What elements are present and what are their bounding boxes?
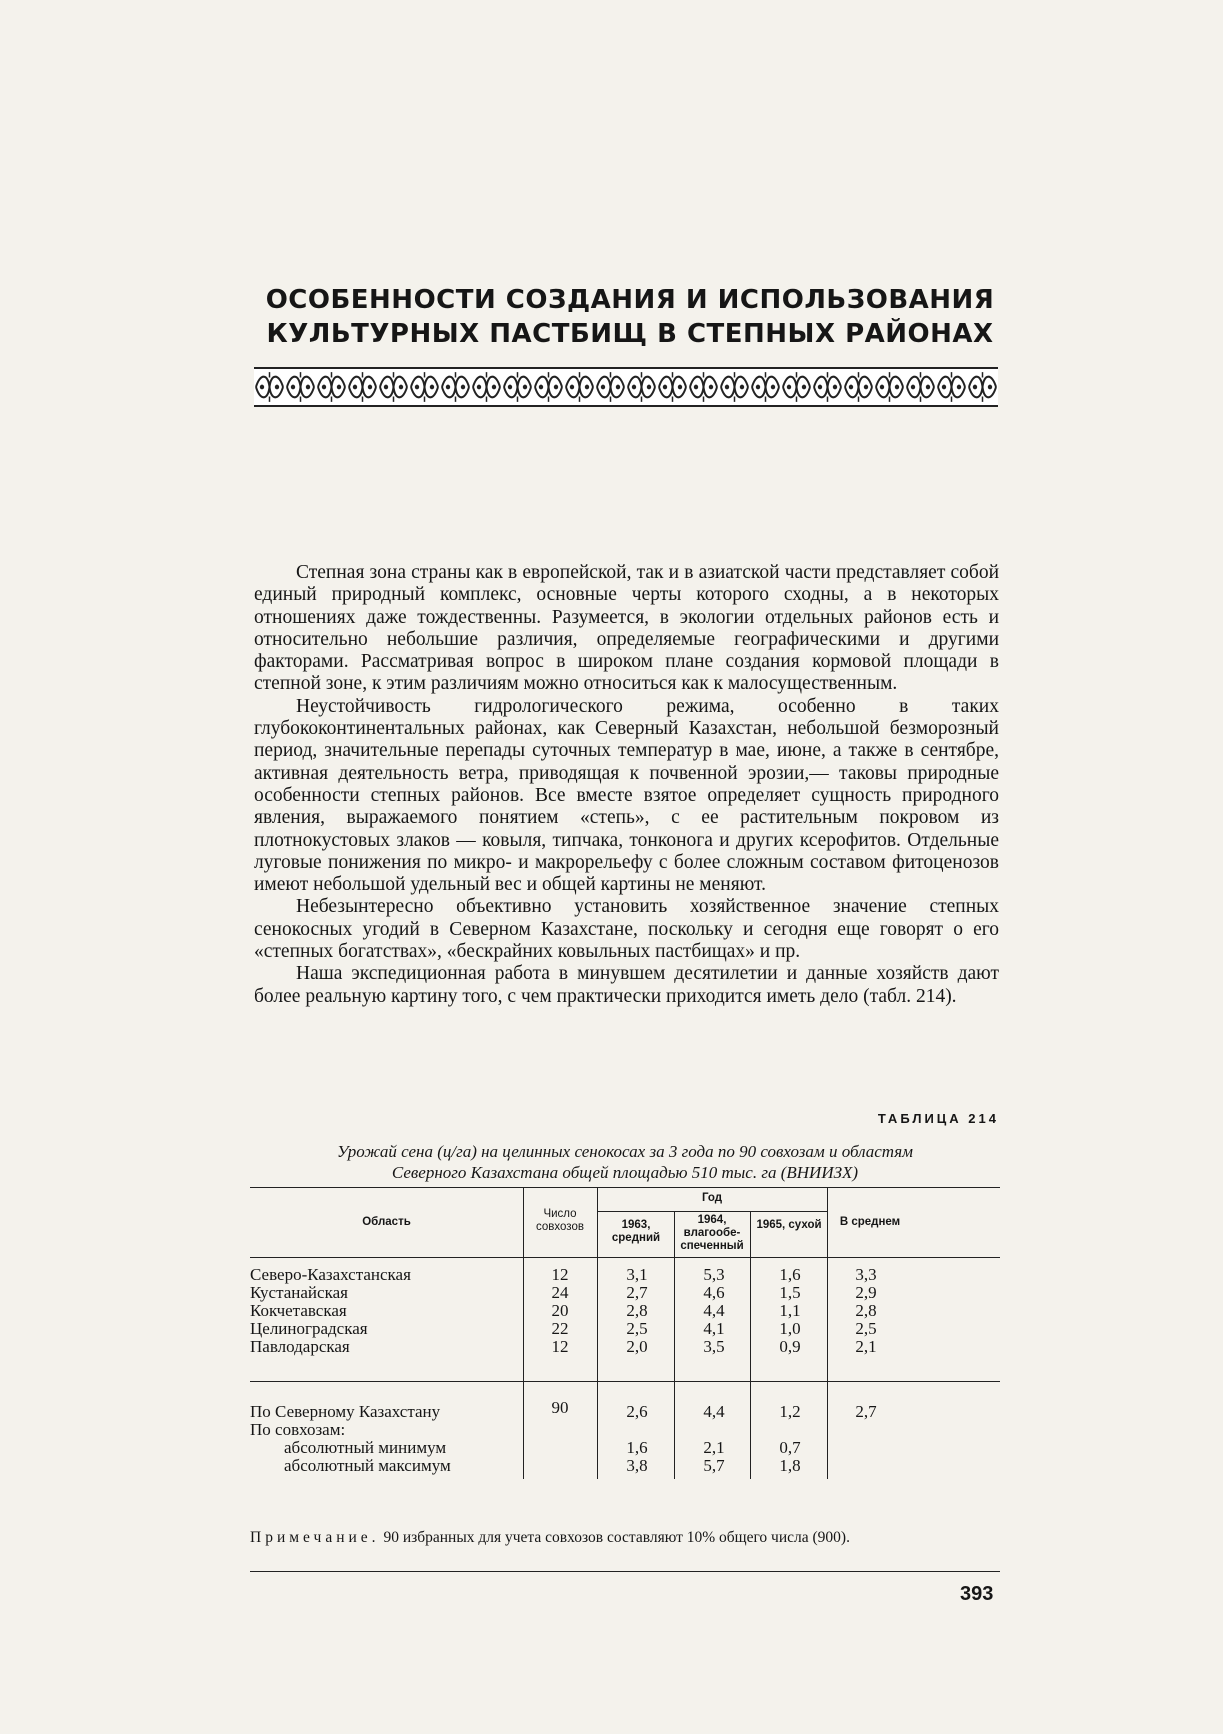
yield-1964: 3,5	[703, 1337, 725, 1356]
yield-1965: 1,0	[779, 1319, 801, 1338]
yield-1965: 0,7	[779, 1438, 801, 1457]
yield-average: 2,9	[855, 1283, 877, 1302]
chapter-title	[250, 283, 1010, 351]
paragraph-3: Небезынтересно объективно установить хозяйственное значение степных сенокосных угодий в Северном Казахстане, поскольку и сегодня еще говорят о его «степных богатствах», «бескрайних ковыльных пастбищах» и пр.	[254, 896, 999, 963]
region-name: Павлодарская	[250, 1337, 350, 1356]
yield-1965: 0,9	[779, 1337, 801, 1356]
paragraph-1: Степная зона страны как в европейской, так и в азиатской части представляет собой единый природный комплекс, основные черты которого сходны, а в некоторых отношениях даже тождественны. Разумеется, в экологии отдельных районов есть и относительно небольшие различия, определяемые географическими и другими факторами. Рассматривая вопрос в широком плане создания кормовой площади в степной зоне, к этим различиям можно относиться как к малосущественным.	[254, 562, 999, 695]
yield-1964: 4,4	[703, 1402, 725, 1421]
total-row	[250, 1398, 1000, 1421]
header-region: Область	[362, 1216, 411, 1228]
maximum-label: абсолютный максимум	[284, 1456, 451, 1475]
table-note	[250, 1529, 995, 1547]
region-name: Кустанайская	[250, 1283, 348, 1302]
table-row	[250, 1302, 1000, 1320]
yield-1965: 1,8	[779, 1456, 801, 1475]
yield-average: 2,7	[855, 1402, 877, 1421]
header-farms: Число совхозов	[536, 1208, 584, 1233]
table-top-rule	[250, 1187, 1000, 1188]
yield-1965: 1,2	[779, 1402, 801, 1421]
yield-1963: 3,1	[626, 1265, 648, 1284]
yield-average: 2,8	[855, 1301, 877, 1320]
yield-1964: 4,4	[703, 1301, 725, 1320]
region-name: Северо-Казахстанская	[250, 1265, 411, 1284]
minimum-label: абсолютный минимум	[284, 1438, 447, 1457]
by-farms-row	[250, 1421, 1000, 1439]
yield-1963: 2,5	[626, 1319, 648, 1338]
yield-1964: 5,3	[703, 1265, 725, 1284]
header-1964: 1964, влагообе-спеченный	[680, 1214, 744, 1252]
table-caption	[250, 1141, 1000, 1183]
note-rule	[250, 1571, 1000, 1572]
table-row	[250, 1320, 1000, 1338]
table-caption-line-2: Северного Казахстана общей площадью 510 тыс. га (ВНИИЗХ)	[391, 1163, 859, 1182]
note-keyword: Примечание.	[250, 1529, 380, 1546]
yield-1964: 5,7	[703, 1456, 725, 1475]
header-1963: 1963, средний	[611, 1219, 661, 1244]
yield-average: 2,5	[855, 1319, 877, 1338]
total-label: По Северному Казахстану	[250, 1402, 441, 1421]
table-label: ТАБЛИЦА 214	[877, 1111, 999, 1126]
table-header-rule	[250, 1257, 1000, 1258]
yield-1963: 3,8	[626, 1456, 648, 1475]
farms-count: 24	[551, 1283, 569, 1302]
ornament-pattern	[254, 369, 998, 405]
header-1965: 1965, сухой	[756, 1219, 822, 1231]
table-caption-line-1: Урожай сена (ц/га) на целинных сенокосах за 3 года по 90 совхозам и областям	[336, 1142, 914, 1161]
yield-1964: 4,1	[703, 1319, 725, 1338]
table-row	[250, 1338, 1000, 1356]
yield-1963: 2,0	[626, 1337, 648, 1356]
farms-count: 12	[551, 1337, 569, 1356]
yield-average: 3,3	[855, 1265, 877, 1284]
yield-1965: 1,5	[779, 1283, 801, 1302]
yield-1964: 2,1	[703, 1438, 725, 1457]
note-text: 90 избранных для учета совхозов составляют 10% общего числа (900).	[383, 1529, 850, 1546]
header-average: В среднем	[839, 1216, 901, 1228]
table-row	[250, 1266, 1000, 1284]
farms-count: 90	[551, 1398, 569, 1417]
yield-1963: 2,8	[626, 1301, 648, 1320]
yield-1965: 1,1	[779, 1301, 801, 1320]
body-text	[254, 562, 999, 1008]
page-number: 393	[960, 1583, 994, 1605]
chapter-title-line-2: КУЛЬТУРНЫХ ПАСТБИЩ В СТЕПНЫХ РАЙОНАХ	[266, 319, 994, 349]
paragraph-2: Неустойчивость гидрологического режима, особенно в таких глубококонтинентальных районах, как Северный Казахстан, небольшой безморозный период, значительные перепады суточных температур в мае, июне, а также в сентябре, активная деятельность ветра, приводящая к почвенной эрозии,— таковы природные особенности степных районов. Все вместе взятое определяет сущность природного явления, выражаемого понятием «степь», с ее растительным покровом из плотнокустовых злаков — ковыля, типчака, тонконога и других ксерофитов. Отдельные луговые понижения по микро- и макрорельефу с более сложным составом фитоценозов имеют небольшой удельный вес и общей картины не меняют.	[254, 695, 999, 896]
minimum-row	[250, 1439, 1000, 1457]
region-name: Кокчетавская	[250, 1301, 347, 1320]
year-group-rule	[597, 1211, 827, 1212]
maximum-row	[250, 1457, 1000, 1475]
region-name: Целиноградская	[250, 1319, 368, 1338]
farms-count: 20	[551, 1301, 569, 1320]
paragraph-4: Наша экспедиционная работа в минувшем десятилетии и данные хозяйств дают более реальную картину того, с чем практически приходится иметь дело (табл. 214).	[254, 963, 999, 1007]
ornamental-border	[254, 367, 998, 407]
yield-average: 2,1	[855, 1337, 877, 1356]
farms-count: 22	[551, 1319, 569, 1338]
table-row	[250, 1284, 1000, 1302]
yield-1965: 1,6	[779, 1265, 801, 1284]
yield-1963: 2,7	[626, 1283, 648, 1302]
yield-table	[250, 1187, 1000, 1525]
chapter-title-line-1: ОСОБЕННОСТИ СОЗДАНИЯ И ИСПОЛЬЗОВАНИЯ	[265, 285, 995, 315]
farms-count: 12	[551, 1265, 569, 1284]
yield-1963: 2,6	[626, 1402, 648, 1421]
table-total-rule	[250, 1381, 1000, 1382]
by-farms-label: По совхозам:	[250, 1420, 346, 1439]
yield-1963: 1,6	[626, 1438, 648, 1457]
header-year-group: Год	[701, 1192, 723, 1204]
yield-1964: 4,6	[703, 1283, 725, 1302]
